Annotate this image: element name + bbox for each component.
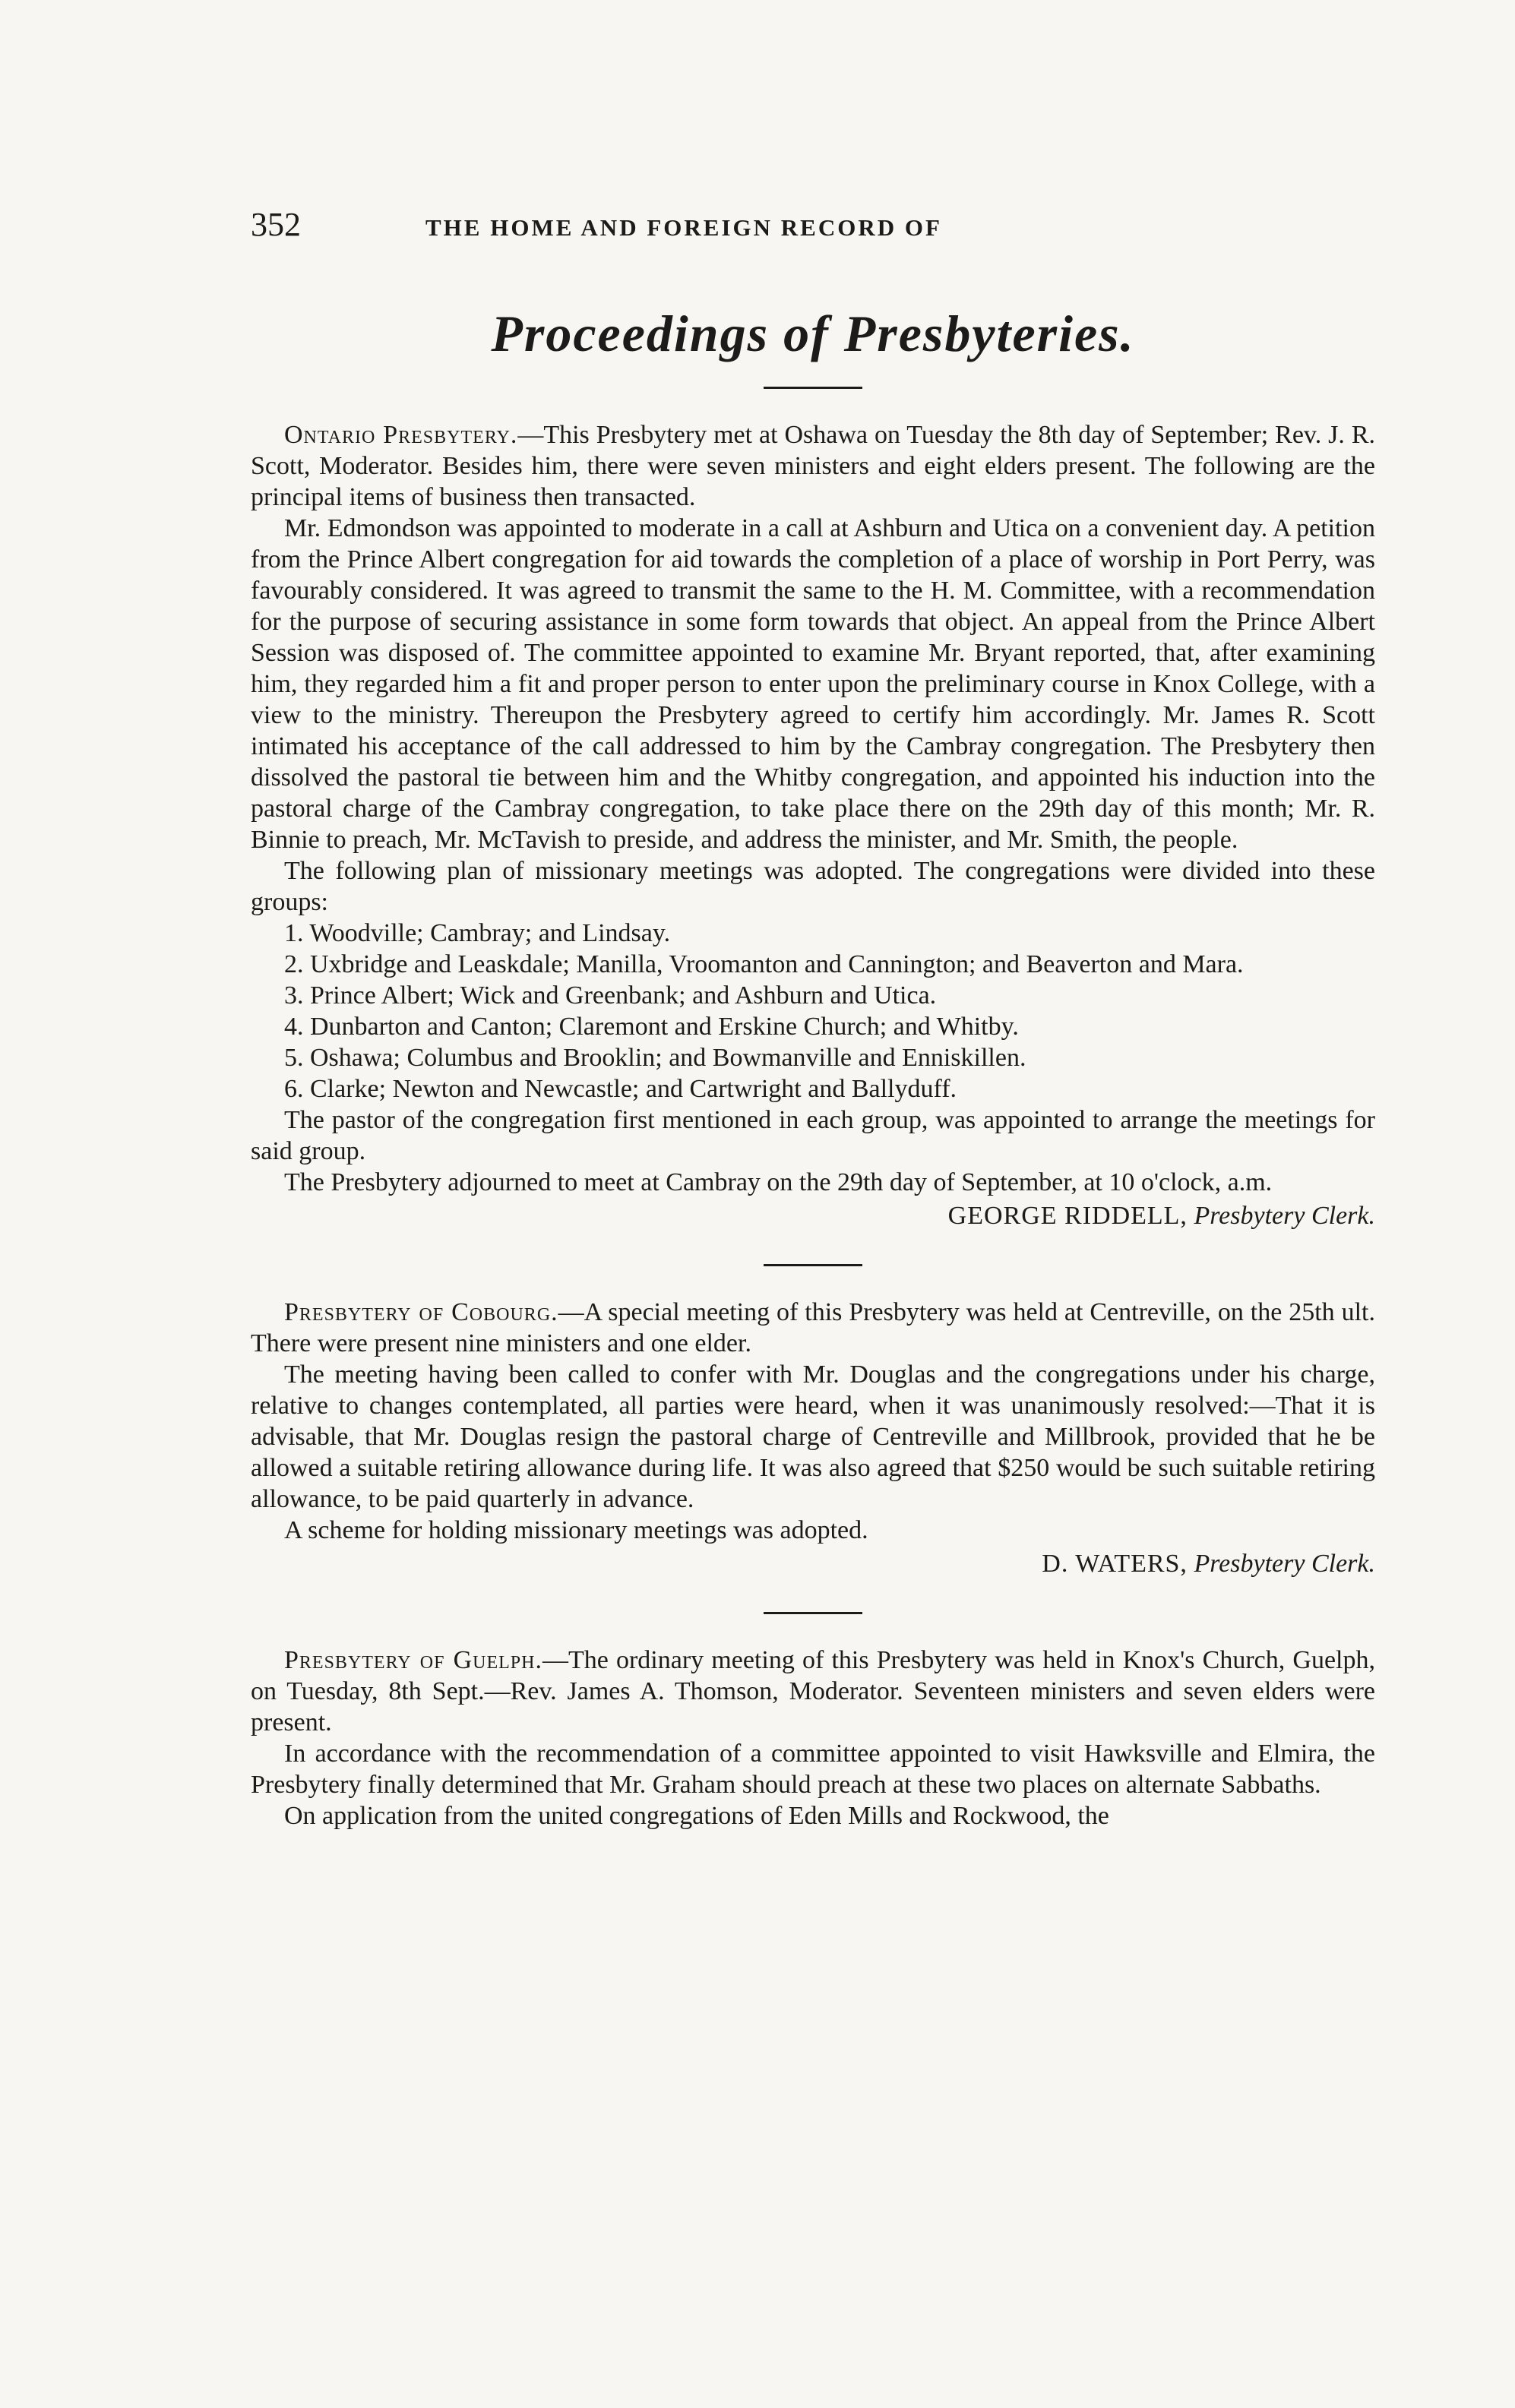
report-paragraph: On application from the united congregations of Eden Mills and Rockwood, the bbox=[284, 1802, 1109, 1830]
signature-name: D. WATERS, bbox=[1042, 1550, 1188, 1578]
signature-name: GEORGE RIDDELL, bbox=[947, 1202, 1188, 1230]
list-item: 6. Clarke; Newton and Newcastle; and Cartwright and Ballyduff. bbox=[284, 1075, 957, 1103]
page bbox=[251, 205, 1375, 1831]
report-lead: Ontario Presbytery. bbox=[284, 421, 518, 449]
report-ontario bbox=[251, 419, 1375, 1232]
signature bbox=[251, 1547, 1375, 1580]
report-cobourg bbox=[251, 1297, 1375, 1580]
report-paragraph: In accordance with the recommendation of a committee appointed to visit Hawksville and Elmira, the Presbytery finally determined that Mr. Graham should preach at these two places on alternate Sabbaths. bbox=[251, 1740, 1375, 1799]
divider bbox=[764, 1612, 862, 1614]
signature-role: Presbytery Clerk. bbox=[1194, 1550, 1375, 1578]
list-item: 3. Prince Albert; Wick and Greenbank; and Ashburn and Utica. bbox=[284, 981, 937, 1010]
report-paragraph: Ontario Presbytery.—This Presbytery met at Oshawa on Tuesday the 8th day of September; Rev. J. R. Scott, Moderator. Besides him, there were seven ministers and eight elders present. The following are the principal items of business then transacted. bbox=[251, 421, 1376, 511]
list-item: 4. Dunbarton and Canton; Claremont and Erskine Church; and Whitby. bbox=[284, 1013, 1019, 1041]
list-item: 1. Woodville; Cambray; and Lindsay. bbox=[284, 919, 671, 947]
page-header bbox=[251, 205, 1375, 251]
report-paragraph: The meeting having been called to confer with Mr. Douglas and the congregations under his charge, relative to changes contemplated, all parties were heard, when it was unanimously resolved:—That it is advisable, that Mr. Douglas resign the pastoral charge of Centreville and Millbrook, provided that he be allowed a suitable retiring allowance during life. It was also agreed that $250 would be such suitable retiring allowance, to be paid quarterly in advance. bbox=[251, 1360, 1375, 1513]
divider bbox=[764, 1264, 862, 1266]
divider bbox=[764, 387, 862, 389]
signature-role: Presbytery Clerk. bbox=[1194, 1202, 1375, 1230]
report-lead: Presbytery of Guelph. bbox=[284, 1646, 542, 1674]
report-paragraph: Mr. Edmondson was appointed to moderate in a call at Ashburn and Utica on a convenient day. A petition from the Prince Albert congregation for aid towards the completion of a place of worship in Port Perry, was favourably considered. It was agreed to transmit the same to the H. M. Committee, with a recommendation for the purpose of securing assistance in some form towards that object. An appeal from the Prince Albert Session was disposed of. The committee appointed to examine Mr. Bryant reported, that, after examining him, they regarded him a fit and proper person to enter upon the preliminary course in Knox College, with a view to the ministry. Thereupon the Presbytery agreed to certify him accordingly. Mr. James R. Scott intimated his acceptance of the call addressed to him by the Cambray congregation. The Presbytery then dissolved the pastoral tie between him and the Whitby congregation, and appointed his induction into the pastoral charge of the Cambray congregation, to take place there on the 29th day of this month; Mr. R. Binnie to preach, Mr. McTavish to preside, and address the minister, and Mr. Smith, the people. bbox=[251, 514, 1375, 854]
report-paragraph: The Presbytery adjourned to meet at Cambray on the 29th day of September, at 10 o'clock, a.m. bbox=[284, 1168, 1273, 1196]
report-paragraph: Presbytery of Cobourg.—A special meeting of this Presbytery was held at Centreville, on the 25th ult. There were present nine ministers and one elder. bbox=[251, 1298, 1375, 1357]
report-paragraph: Presbytery of Guelph.—The ordinary meeting of this Presbytery was held in Knox's Church, Guelph, on Tuesday, 8th Sept.—Rev. James A. Thomson, Moderator. Seventeen ministers and seven elders were present. bbox=[251, 1646, 1375, 1736]
signature bbox=[251, 1199, 1375, 1232]
running-head: THE HOME AND FOREIGN RECORD OF bbox=[425, 214, 942, 241]
report-paragraph: The following plan of missionary meetings was adopted. The congregations were divided into these groups: bbox=[251, 857, 1375, 916]
section-title: Proceedings of Presbyteries. bbox=[491, 305, 1135, 362]
missionary-groups-list bbox=[251, 918, 1375, 1104]
page-number: 352 bbox=[251, 206, 301, 243]
list-item: 5. Oshawa; Columbus and Brooklin; and Bowmanville and Enniskillen. bbox=[284, 1044, 1026, 1072]
report-paragraph: A scheme for holding missionary meetings was adopted. bbox=[284, 1516, 868, 1544]
report-lead: Presbytery of Cobourg. bbox=[284, 1298, 558, 1326]
report-guelph bbox=[251, 1645, 1375, 1831]
list-item: 2. Uxbridge and Leaskdale; Manilla, Vroomanton and Cannington; and Beaverton and Mara. bbox=[284, 950, 1244, 978]
report-paragraph: The pastor of the congregation first mentioned in each group, was appointed to arrange the meetings for said group. bbox=[251, 1106, 1375, 1165]
